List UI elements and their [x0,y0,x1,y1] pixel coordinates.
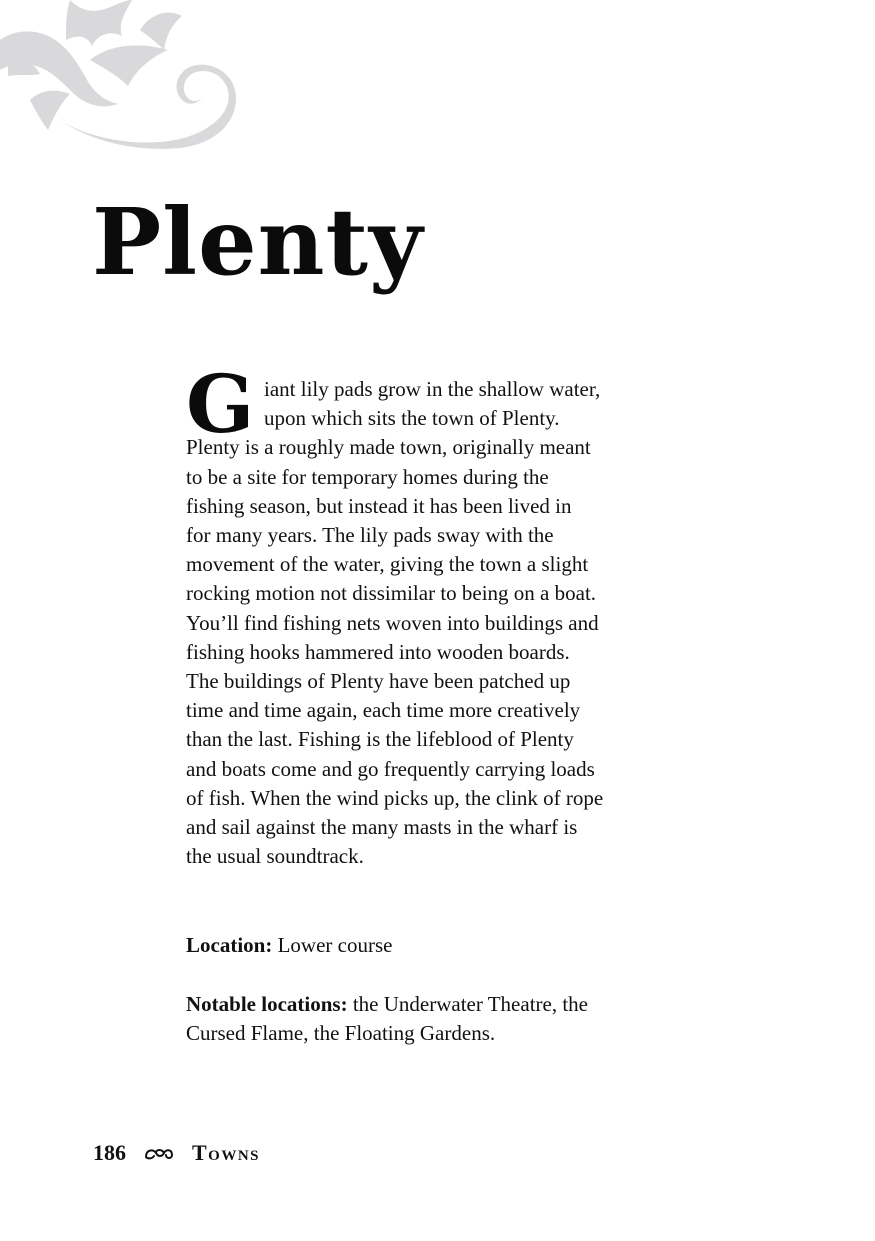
page-number: 186 [93,1140,126,1165]
notable-value-line: Cursed Flame, the Floating Gardens. [186,1021,496,1046]
paragraph-line: fishing hooks hammered into wooden boards. [186,639,570,664]
paragraph-line: upon which sits the town of Plenty. [264,406,560,431]
paragraph-line: rocking motion not dissimilar to being on a boat. [186,581,597,606]
swirl-divider-icon [144,1145,174,1161]
paragraph-line: You’ll find fishing nets woven into buildings and [186,610,599,635]
paragraph-line: fishing season, but instead it has been lived in [186,493,572,518]
page-title: Plenty [92,188,424,296]
drop-cap: G [186,357,255,451]
paragraph-line: and sail against the many masts in the wharf is [186,815,578,840]
section-name: Towns [192,1140,261,1165]
floral-ornament-icon [0,0,240,150]
paragraph-line: movement of the water, giving the town a slight [186,552,589,577]
location-info [186,931,646,960]
paragraph-line: to be a site for temporary homes during the [186,464,549,489]
paragraph-line: iant lily pads grow in the shallow water, [264,377,601,401]
notable-line [186,990,646,1019]
paragraph-line: the usual soundtrack. [186,844,364,869]
notable-locations-info [186,990,646,1048]
paragraph-line: than the last. Fishing is the lifeblood of Plenty [186,727,574,752]
paragraph-line: The buildings of Plenty have been patched up [186,669,571,694]
page-footer [93,1138,260,1168]
location-value: Lower course [277,933,393,957]
paragraph-line: for many years. The lily pads sway with the [186,523,554,548]
paragraph-line: Plenty is a roughly made town, originally meant [186,435,591,460]
description-paragraph [186,375,641,871]
notable-label: Notable locations: [186,992,348,1016]
notable-value-line: the Underwater Theatre, the [352,992,588,1016]
location-label: Location: [186,933,273,957]
paragraph-line: and boats come and go frequently carrying loads [186,756,595,781]
paragraph-line: of fish. When the wind picks up, the clink of rope [186,785,604,810]
paragraph-line: time and time again, each time more creatively [186,698,581,723]
